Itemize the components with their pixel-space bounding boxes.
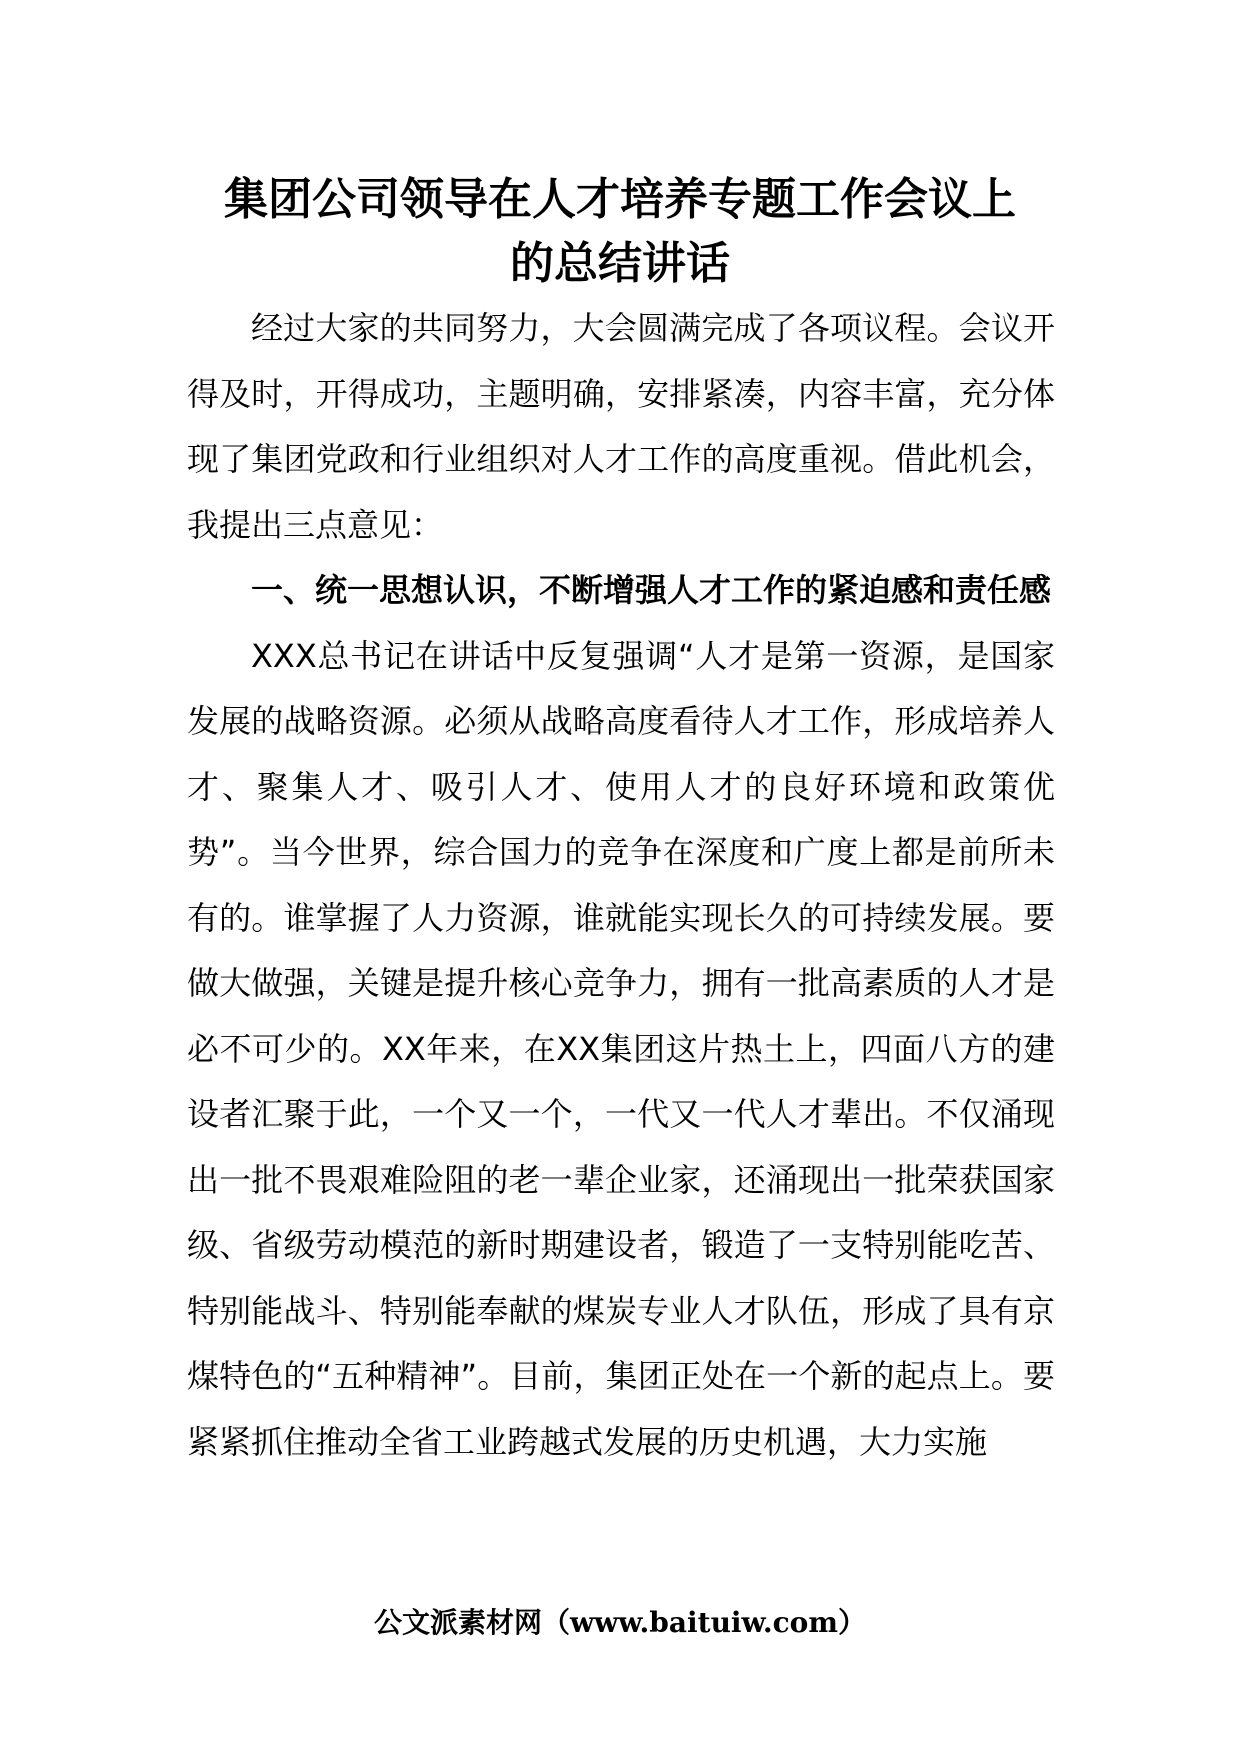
opening-paragraph: 经过大家的共同努力，大会圆满完成了各项议程。会议开得及时，开得成功，主题明确，安排紧凑，内容丰富，充分体现了集团党政和行业组织对人才工作的高度重视。借此机会，我提出三点意见：: [187, 309, 1055, 544]
document-body: [187, 296, 1055, 1475]
section-heading-1: 一、统一思想认识，不断增强人才工作的紧迫感和责任感: [251, 571, 1052, 609]
document-title: [180, 168, 1060, 296]
footer-watermark: 公文派素材网（www.baituiw.com）: [374, 1606, 866, 1639]
document-title-line-1: 集团公司领导在人才培养专题工作会议上: [224, 174, 1016, 225]
body-paragraph: XXX总书记在讲话中反复强调“人才是第一资源，是国家发展的战略资源。必须从战略高度看待人才工作，形成培养人才、聚集人才、吸引人才、使用人才的良好环境和政策优势”。当今世界，综合国力的竞争在深度和广度上都是前所未有的。谁掌握了人力资源，谁就能实现长久的可持续发展。要做大做强，关键是提升核心竞争力，拥有一批高素质的人才是必不可少的。XX年来，在XX集团这片热土上，四面八方的建设者汇聚于此，一个又一个，一代又一代人才辈出。不仅涌现出一批不畏艰难险阻的老一辈企业家，还涌现出一批荣获国家级、省级劳动模范的新时期建设者，锻造了一支特别能吃苦、特别能战斗、特别能奉献的煤炭专业人才队伍，形成了具有京煤特色的“五种精神”。目前，集团正处在一个新的起点上。要紧紧抓住推动全省工业跨越式发展的历史机遇，大力实施: [187, 636, 1055, 1461]
document-title-line-2: 的总结讲话: [510, 238, 730, 289]
